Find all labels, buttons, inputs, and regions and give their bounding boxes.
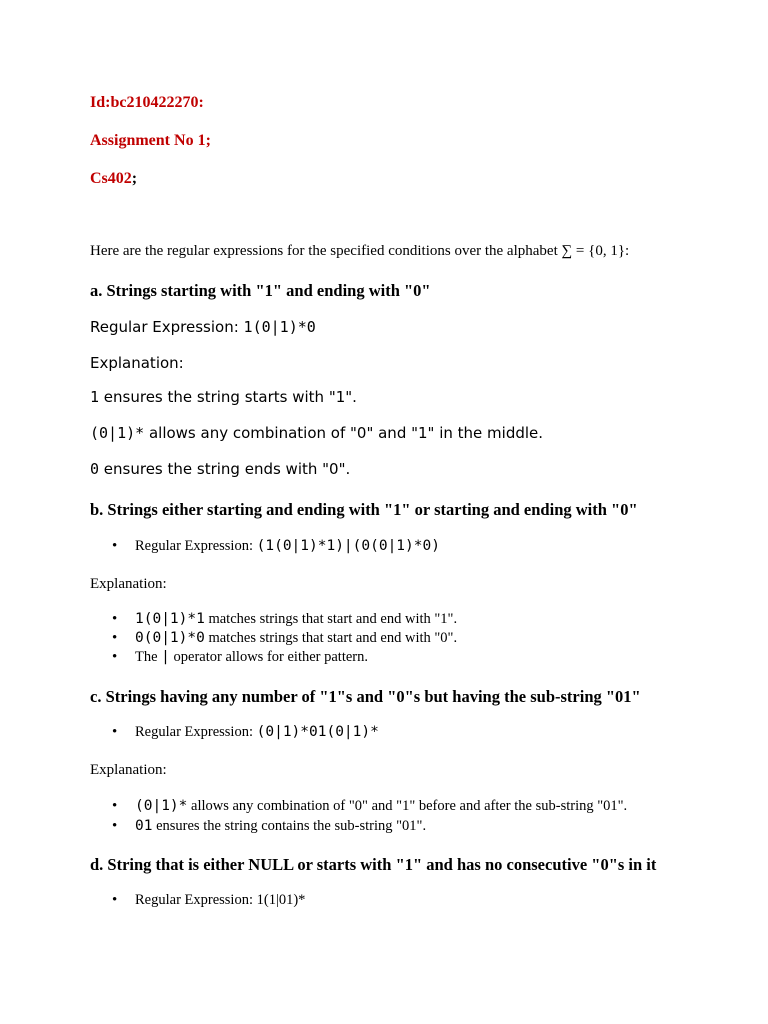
course-code-separator: ; — [131, 170, 138, 187]
item-pre: The — [135, 649, 162, 665]
section-a-line — [90, 460, 350, 478]
item-code: 1(0|1)*1 — [135, 611, 205, 627]
line-text: ensures the string starts with "1". — [99, 388, 357, 406]
bullet: • — [112, 798, 118, 814]
item-code: | — [161, 649, 170, 665]
regex-code: (0|1)*01(0|1)* — [256, 724, 379, 740]
line-code: 1 — [90, 388, 100, 406]
section-a-line — [90, 388, 357, 406]
item-code: (0|1)* — [135, 798, 188, 814]
item-text: operator allows for either pattern. — [169, 649, 368, 665]
section-a-explanation-label: Explanation: — [90, 354, 184, 372]
bullet: • — [112, 649, 118, 665]
item-text: ensures the string contains the sub-string "01". — [152, 818, 427, 834]
item-text: matches strings that start and end with "0". — [204, 630, 458, 646]
list-item — [135, 630, 457, 647]
bullet: • — [112, 611, 118, 627]
section-d-heading: d. String that is either NULL or starts with "1" and has no consecutive "0"s in it — [90, 855, 657, 874]
item-text: matches strings that start and end with "1". — [204, 611, 458, 627]
assignment-title: Assignment No 1; — [90, 132, 211, 149]
course-code-text: Cs402 — [90, 170, 132, 187]
intro-text: Here are the regular expressions for the specified conditions over the alphabet ∑ = {0, 1}: — [90, 243, 630, 259]
bullet: • — [112, 892, 118, 908]
section-b-explanation-label: Explanation: — [90, 576, 167, 592]
list-item — [135, 818, 426, 835]
regex-code: (1(0|1)*1)|(0(0|1)*0) — [256, 538, 440, 554]
section-b-heading: b. Strings either starting and ending with "1" or starting and ending with "0" — [90, 500, 638, 519]
section-d-regex: Regular Expression: 1(1|01)* — [135, 892, 306, 908]
regex-code: 1(0|1)*0 — [243, 318, 316, 336]
list-item — [135, 611, 457, 628]
list-item — [135, 798, 627, 815]
item-code: 0(0|1)*0 — [135, 630, 205, 646]
line-text: allows any combination of "0" and "1" in the middle. — [144, 424, 544, 442]
item-text: allows any combination of "0" and "1" before and after the sub-string "01". — [187, 798, 628, 814]
student-id: Id:bc210422270: — [90, 94, 204, 111]
list-item — [135, 649, 368, 666]
section-a-line — [90, 424, 543, 442]
regex-label: Regular Expression: — [135, 538, 257, 554]
item-code: 01 — [135, 818, 153, 834]
bullet: • — [112, 538, 118, 554]
regex-label: Regular Expression: — [90, 318, 244, 336]
bullet: • — [112, 818, 118, 834]
section-a-regex — [90, 318, 316, 336]
line-text: ensures the string ends with "0". — [99, 460, 351, 478]
section-c-regex — [135, 724, 379, 741]
bullet: • — [112, 630, 118, 646]
line-code: 0 — [90, 460, 100, 478]
section-c-explanation-label: Explanation: — [90, 762, 167, 778]
course-code — [90, 170, 137, 188]
regex-label: Regular Expression: — [135, 724, 257, 740]
line-code: (0|1)* — [90, 424, 145, 442]
section-a-heading: a. Strings starting with "1" and ending with "0" — [90, 281, 431, 300]
bullet: • — [112, 724, 118, 740]
section-c-heading: c. Strings having any number of "1"s and "0"s but having the sub-string "01" — [90, 687, 641, 706]
section-b-regex — [135, 538, 440, 555]
